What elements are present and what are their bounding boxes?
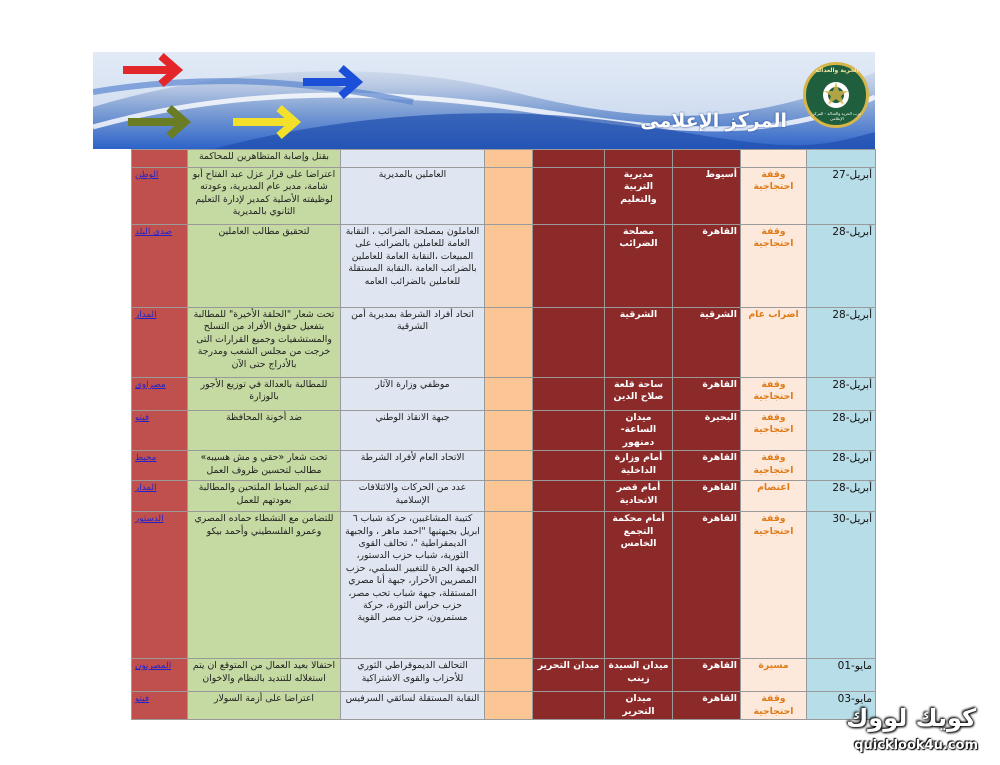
table-row	[132, 481, 876, 512]
governorate-cell	[673, 225, 741, 308]
participants-cell	[341, 168, 485, 225]
blank-cell	[485, 411, 533, 451]
participants-cell	[341, 451, 485, 481]
date-cell-text: أبريل-28	[832, 309, 872, 321]
governorate-cell	[673, 168, 741, 225]
table-row	[132, 692, 876, 720]
governorate-cell	[673, 451, 741, 481]
table-row	[132, 512, 876, 659]
source-link-text[interactable]: صدى البلد	[135, 227, 173, 237]
location-cell	[605, 378, 673, 411]
blank-cell	[485, 308, 533, 378]
governorate-cell-text: القاهرة	[702, 513, 737, 525]
location-cell	[605, 659, 673, 692]
event-type-cell	[741, 451, 807, 481]
date-cell	[807, 512, 876, 659]
participants-cell	[341, 378, 485, 411]
participants-cell	[341, 411, 485, 451]
participants-cell-text: العاملين بالمديرية	[378, 169, 447, 180]
participants-cell-text: عدد من الحركات والائتلافات الإسلامية	[358, 482, 467, 506]
event-type-cell-text: وقفة احتجاجية	[753, 226, 794, 250]
source-link-text[interactable]: مصراوي	[135, 380, 166, 390]
party-logo	[803, 62, 869, 128]
event-type-cell	[741, 150, 807, 168]
secondary-location-cell	[533, 378, 605, 411]
governorate-cell-text: القاهرة	[702, 660, 737, 672]
secondary-location-cell	[533, 659, 605, 692]
secondary-location-cell	[533, 411, 605, 451]
location-cell	[605, 225, 673, 308]
demand-cell	[188, 659, 341, 692]
secondary-location-cell-text: ميدان التحرير	[537, 660, 600, 672]
location-cell	[605, 451, 673, 481]
location-cell	[605, 168, 673, 225]
governorate-cell	[673, 150, 741, 168]
governorate-cell-text: الشرقية	[699, 309, 737, 320]
governorate-cell	[673, 308, 741, 378]
participants-cell	[341, 481, 485, 512]
demand-cell-text: اعتراضا على قرار عزل عبد الفتاح أبو شامة، مدير عام المديرية، وعودته لوظيفته الأصلية كمدير لإدارة التعليم الثانوي بالمديرية	[192, 169, 336, 218]
date-cell-text: مايو-03	[837, 693, 872, 706]
source-link	[132, 659, 188, 692]
demand-cell	[188, 150, 341, 168]
source-link	[132, 451, 188, 481]
governorate-cell	[673, 692, 741, 720]
date-cell-text: أبريل-28	[832, 412, 872, 424]
event-type-cell	[741, 411, 807, 451]
event-type-cell-text: وقفة احتجاجية	[753, 452, 794, 476]
green-arrow-icon	[128, 108, 185, 136]
participants-cell-text: النقابة المستقلة لسائقي السرفيس	[345, 693, 480, 705]
source-link-text[interactable]: فيتو	[135, 413, 150, 423]
demand-cell-text: تحت شعار «حقي و مش هسيبه» مطالب لتحسين ظروف العمل	[200, 452, 328, 476]
blank-cell	[485, 659, 533, 692]
source-link	[132, 481, 188, 512]
secondary-location-cell	[533, 308, 605, 378]
governorate-cell	[673, 411, 741, 451]
location-cell-text: ساحة قلعة صلاح الدين	[613, 379, 664, 403]
date-cell-text: مايو-01	[837, 660, 872, 673]
secondary-location-cell	[533, 225, 605, 308]
event-type-cell-text: وقفة احتجاجية	[753, 513, 794, 537]
participants-cell-text: اتحاد أفراد الشرطة بمديرية أمن الشرقية	[351, 309, 474, 333]
participants-cell-text: العاملون بمصلحة الضرائب ، النقابة العامة للعاملين بالضرائب على المبيعات ،النقابة العامة للعاملين بالضرائب العامة ،النقابة المستقلة للعاملين بالضرائب العامه	[345, 226, 480, 287]
location-cell-text: ميدان الساعة- دمنهور	[620, 412, 657, 448]
blue-arrow-icon	[303, 68, 357, 96]
secondary-location-cell	[533, 168, 605, 225]
demand-cell-text: تحت شعار "الحلقة الأخيرة" للمطالبة بتفعيل حقوق الأفراد من التسلح والمستشفيات وجميع القرارات التى خرجت من مجلس الشعب ومدرجة بالأدراج حتى الآن	[193, 309, 335, 370]
table-row	[132, 225, 876, 308]
blank-cell	[485, 150, 533, 168]
participants-cell-text: كتيبة المشاغبين، حركة شباب ٦ ابريل بجبهتيها "احمد ماهر ، والجبهة الديمقراطية "، تحالف القوى الثورية، شباب حزب الدستور، الجبهة الحرة للتغيير السلمي، حزب المصريين الأحرار، جبهة أنا مصري المستقلة، جبهة شباب تحب مصر، حزب حراس الثورة، حركة مستمرون، حزب مصر القوية	[345, 513, 480, 624]
event-type-cell	[741, 659, 807, 692]
governorate-cell-text: أسيوط	[705, 169, 737, 180]
date-cell-text: أبريل-28	[832, 226, 872, 238]
event-type-cell-text: اعتصام	[757, 482, 790, 494]
source-link	[132, 692, 188, 720]
table-row	[132, 659, 876, 692]
participants-cell	[341, 308, 485, 378]
demand-cell	[188, 481, 341, 512]
demand-cell-text: للتضامن مع النشطاء حماده المصري وعمرو الفلسطيني وأحمد بيكو	[194, 513, 334, 537]
table-row	[132, 451, 876, 481]
blank-cell	[485, 378, 533, 411]
event-type-cell	[741, 308, 807, 378]
location-cell-text: ميدان السيدة زينب	[608, 660, 669, 684]
date-cell-text: أبريل-28	[832, 452, 872, 465]
source-link	[132, 225, 188, 308]
source-link-text[interactable]: محيط	[135, 453, 157, 464]
location-cell-text: أمام قصر الاتحادية	[616, 482, 661, 506]
governorate-cell	[673, 481, 741, 512]
location-cell-text: مصلحة الضرائب	[619, 226, 658, 250]
event-type-cell	[741, 481, 807, 512]
demand-cell	[188, 308, 341, 378]
governorate-cell-text: القاهرة	[702, 482, 737, 494]
event-type-cell-text: وقفة احتجاجية	[753, 169, 794, 193]
date-cell	[807, 150, 876, 168]
participants-cell-text: الاتحاد العام لأفراد الشرطة	[360, 452, 465, 464]
demand-cell	[188, 451, 341, 481]
location-cell	[605, 150, 673, 168]
participants-cell	[341, 150, 485, 168]
location-cell-text: ميدان التحرير	[622, 693, 655, 717]
demand-cell	[188, 168, 341, 225]
source-link-text[interactable]: الدستور	[135, 514, 164, 525]
source-link-text[interactable]: المدار	[135, 483, 157, 494]
location-cell-text: أمام محكمة التجمع الخامس	[612, 513, 665, 550]
blank-cell	[485, 451, 533, 481]
source-link-text[interactable]: الوطن	[135, 170, 159, 180]
table-row	[132, 411, 876, 451]
demand-cell	[188, 225, 341, 308]
logo-subtitle: حزب الحرية والعدالة - المركز الإعلامي	[812, 111, 862, 121]
event-type-cell	[741, 225, 807, 308]
protest-events-table	[131, 149, 875, 720]
demand-cell-text: للمطالبة بالعدالة في توزيع الأجور بالوزارة	[200, 379, 328, 403]
page-title: المركز الإعلامى	[640, 110, 787, 132]
participants-cell-text: التحالف الديموقراطي الثوري للأحزاب والقوى الاشتراكية	[357, 660, 468, 684]
source-link	[132, 512, 188, 659]
table-row	[132, 308, 876, 378]
governorate-cell-text: القاهرة	[702, 379, 737, 390]
event-type-cell	[741, 512, 807, 659]
secondary-location-cell	[533, 481, 605, 512]
governorate-cell	[673, 659, 741, 692]
watermark-arabic: كويك لووك	[846, 704, 976, 732]
demand-cell	[188, 378, 341, 411]
table-row	[132, 168, 876, 225]
location-cell	[605, 411, 673, 451]
participants-cell-text: موظفي وزارة الآثار	[375, 379, 450, 390]
event-type-cell	[741, 168, 807, 225]
governorate-cell-text: البحيرة	[704, 412, 737, 423]
table-body	[132, 150, 876, 720]
blank-cell	[485, 168, 533, 225]
date-cell-text: أبريل-28	[832, 482, 872, 495]
demand-cell	[188, 512, 341, 659]
event-type-cell-text: وقفة احتجاجية	[753, 379, 794, 403]
watermark-url: quicklook4u.com	[854, 738, 978, 753]
event-type-cell-text: مسيرة	[758, 660, 789, 672]
demand-cell	[188, 692, 341, 720]
demand-cell	[188, 411, 341, 451]
governorate-cell	[673, 512, 741, 659]
location-cell-text: الشرقية	[619, 309, 658, 320]
event-type-cell-text: وقفة احتجاجية	[753, 412, 794, 436]
source-link-text[interactable]: المصريون	[135, 661, 172, 672]
date-cell-text: أبريل-27	[832, 169, 872, 181]
date-cell	[807, 481, 876, 512]
participants-cell	[341, 225, 485, 308]
yellow-arrow-icon	[233, 108, 295, 136]
table-row	[132, 378, 876, 411]
demand-cell-text: اعتراضا على أزمة السولار	[214, 693, 314, 705]
source-link-text[interactable]: المدار	[135, 310, 157, 320]
participants-cell-text: جبهة الانقاذ الوطني	[375, 412, 450, 423]
governorate-cell-text: القاهرة	[702, 693, 737, 705]
secondary-location-cell	[533, 451, 605, 481]
governorate-cell-text: القاهرة	[702, 452, 737, 464]
source-link	[132, 308, 188, 378]
source-link	[132, 150, 188, 168]
date-cell	[807, 451, 876, 481]
secondary-location-cell	[533, 512, 605, 659]
event-type-cell-text: اضراب عام	[748, 309, 799, 320]
date-cell	[807, 168, 876, 225]
location-cell	[605, 308, 673, 378]
date-cell	[807, 308, 876, 378]
date-cell	[807, 225, 876, 308]
blank-cell	[485, 481, 533, 512]
secondary-location-cell	[533, 692, 605, 720]
demand-cell-text: لتحقيق مطالب العاملين	[218, 226, 310, 237]
blank-cell	[485, 512, 533, 659]
event-type-cell	[741, 378, 807, 411]
date-cell	[807, 411, 876, 451]
logo-text: الحرية والعدالة	[815, 67, 859, 74]
table-row	[132, 150, 876, 168]
governorate-cell	[673, 378, 741, 411]
participants-cell	[341, 692, 485, 720]
location-cell	[605, 481, 673, 512]
location-cell-text: أمام وزارة الداخلية	[614, 452, 663, 476]
red-arrow-icon	[123, 56, 177, 84]
source-link	[132, 168, 188, 225]
location-cell-text: مديرية التربية والتعليم	[620, 169, 657, 205]
location-cell	[605, 692, 673, 720]
source-link	[132, 378, 188, 411]
arrows-graphic	[93, 52, 393, 149]
blank-cell	[485, 692, 533, 720]
demand-cell-text: بقتل وإصابة المتظاهرين للمحاكمة	[198, 151, 330, 162]
date-cell	[807, 659, 876, 692]
participants-cell	[341, 512, 485, 659]
source-link-text[interactable]: فيتو	[135, 694, 150, 705]
date-cell	[807, 378, 876, 411]
header-banner	[93, 52, 875, 149]
secondary-location-cell	[533, 150, 605, 168]
location-cell	[605, 512, 673, 659]
date-cell-text: أبريل-30	[832, 513, 872, 526]
demand-cell-text: ضد أخونة المحافظة	[225, 412, 303, 423]
demand-cell-text: احتفالا بعيد العمال من المتوقع ان يتم استغلاله للتنديد بالنظام والاخوان	[192, 660, 336, 684]
demand-cell-text: لتدعيم الضباط الملتحين والمطالبة بعودتهم للعمل	[198, 482, 330, 506]
participants-cell	[341, 659, 485, 692]
date-cell-text: أبريل-28	[832, 379, 872, 391]
event-type-cell	[741, 692, 807, 720]
blank-cell	[485, 225, 533, 308]
event-type-cell-text: وقفة احتجاجية	[753, 693, 794, 717]
source-link	[132, 411, 188, 451]
governorate-cell-text: القاهرة	[702, 226, 737, 237]
